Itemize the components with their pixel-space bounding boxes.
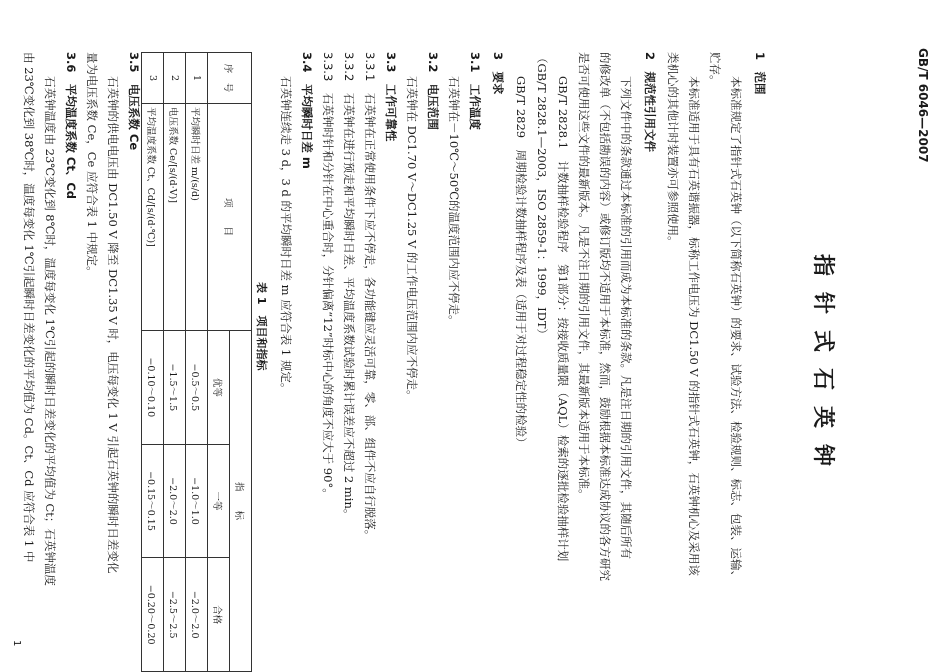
section-3-3-2-text: 石英钟在进行预走和平均瞬时日差、平均温度系数试验时累计误差应不超过 2 min。	[342, 92, 356, 521]
row-number: 3	[142, 53, 164, 104]
section-1-para-2b: 类机心的其他计时装置亦可参照使用。	[666, 52, 680, 248]
section-2-para-2: 的修改单（不包括勘误的内容）或修订版均不适用于本标准，然而，鼓励根据本标准达成协议的各方研究	[598, 52, 612, 581]
section-3-3-2	[339, 52, 359, 520]
section-3-1-heading	[467, 52, 483, 130]
section-3-3-number: 3.3	[384, 52, 398, 73]
section-1-para-2: 本标准适用于具有石英谐振器，标称工作电压为 DC1.50 V 的指针式石英钟，石英钟机心及采用该	[687, 76, 701, 576]
section-3-2-heading	[425, 52, 441, 130]
reference-gbt-2829: GB/T 2829 周期检验计数抽样程序及表（适用于对过程稳定性的检验）	[514, 76, 528, 449]
row-value-premium: −0.5～0.5	[186, 331, 208, 445]
row-value-qualified: −2.0～2.0	[186, 558, 208, 672]
section-2-para-3: 是否可使用这些文件的最新版本。凡是不注日期的引用文件，其最新版本适用于本标准。	[577, 52, 591, 501]
section-3-title: 要求	[491, 71, 505, 95]
section-3-6-heading	[63, 52, 79, 199]
page-title: 指针式石英钟	[810, 254, 835, 483]
section-3-4-para: 石英钟连续走 3 d，3 d 的平均瞬时日差 m 应符合表 1 规定。	[279, 76, 293, 395]
section-3-2-title: 电压范围	[426, 83, 440, 130]
section-3-heading	[490, 52, 506, 95]
section-3-1-number: 3.1	[468, 52, 482, 73]
header-seq: 序 号	[208, 53, 252, 104]
section-3-3-1	[360, 52, 380, 541]
row-item: 平均瞬时日差 m/(s/d)	[186, 104, 208, 331]
section-3-2-number: 3.2	[426, 52, 440, 73]
section-2-title: 规范性引用文件	[643, 71, 657, 153]
table-caption: 表 1 项目和指标	[255, 282, 268, 371]
section-3-5-number: 3.5	[127, 52, 141, 73]
table-row	[142, 53, 164, 672]
reference-gbt-2828-1: GB/T 2828.1 计数抽样检验程序 第1部分：按接收质量限（AQL）检索的逐批检验抽样计划	[556, 76, 570, 562]
section-2-heading	[642, 52, 658, 152]
section-3-6-para-2: 由 23℃变化到 38℃时，温度每变化 1℃引起瞬时日差变化的平均值为 Cd。Ct、Cd 应符合表 1 中	[22, 52, 36, 563]
section-3-3-3-number: 3.3.3	[321, 52, 335, 82]
spec-table	[141, 52, 252, 672]
section-3-6-title: 平均温度系数 Ct、Cd	[64, 83, 78, 199]
section-3-3-3-text: 石英钟时针和分针在中心重合时，分针偏离“12”时标中心的角度不应大于 90°。	[321, 92, 335, 500]
row-value-premium: −0.10～0.10	[142, 331, 164, 445]
section-2-para-1: 下列文件中的条款通过本标准的引用而成为本标准的条款。凡是注日期的引用文件，其随后所有	[619, 76, 633, 559]
section-3-3-1-text: 石英钟在正常使用条件下应不停走，各功能键应灵活可靠，零、部、组件不应自行脱落。	[363, 92, 377, 542]
table-row	[186, 53, 208, 672]
table-row	[164, 53, 186, 672]
row-value-first: −1.0～1.0	[186, 444, 208, 558]
row-item: 平均温度系数 Ct、Cd/[s/(d·℃)]	[142, 104, 164, 331]
section-3-3-3	[318, 52, 338, 500]
row-value-qualified: −0.20～0.20	[142, 558, 164, 672]
section-3-4-number: 3.4	[300, 52, 314, 73]
section-3-1-para: 石英钟在－10℃～50℃的温度范围内应不停走。	[447, 76, 461, 327]
section-1-para-1b: 贮存。	[708, 52, 722, 87]
standard-number: GB/T 6046—2007	[916, 48, 930, 163]
section-3-6-number: 3.6	[64, 52, 78, 73]
row-number: 1	[186, 53, 208, 104]
header-grade-premium: 优等	[208, 331, 230, 445]
page-number: 1	[11, 640, 22, 647]
row-value-qualified: −2.5～2.5	[164, 558, 186, 672]
section-1-heading	[752, 52, 768, 95]
section-3-5-heading	[126, 52, 142, 150]
header-grade-qualified: 合格	[208, 558, 230, 672]
row-item: 电压系数 Ce/[s/(d·V)]	[164, 104, 186, 331]
row-number: 2	[164, 53, 186, 104]
section-1-number: 1	[753, 52, 767, 61]
header-grade-first: 一等	[208, 444, 230, 558]
section-3-1-title: 工作温度	[468, 83, 482, 130]
header-item: 项 目	[208, 104, 252, 331]
reference-gbt-2828-1-note: （GB/T 2828.1—2003，ISO 2859-1：1999，IDT）	[535, 52, 549, 341]
section-1-title: 范围	[753, 71, 767, 95]
row-value-first: −2.0～2.0	[164, 444, 186, 558]
section-3-5-para-1: 石英钟的供电电压由 DC1.50 V 降至 DC1.35 V 时，电压每变化 1 V 引起石英钟的瞬时日差变化	[106, 76, 120, 574]
section-3-3-title: 工作可靠性	[384, 83, 398, 142]
section-3-6-para-1: 石英钟温度由 23℃变化到 8℃时，温度每变化 1℃引起的瞬时日差变化的平均值为 Ct；石英钟温度	[43, 76, 57, 586]
section-2-number: 2	[643, 52, 657, 61]
table-header-row-1	[230, 53, 252, 672]
section-3-5-title: 电压系数 Ce	[127, 83, 141, 151]
section-3-3-2-number: 3.3.2	[342, 52, 356, 82]
section-3-3-1-number: 3.3.1	[363, 52, 377, 82]
section-3-2-para: 石英钟在 DC1.70 V～DC1.25 V 的工作电压范围内应不停走。	[405, 76, 419, 402]
section-3-4-heading	[299, 52, 315, 169]
section-3-5-para-2: 量为电压系数 Ce，Ce 应符合表 1 中规定。	[85, 52, 99, 278]
section-3-4-title: 平均瞬时日差 m	[300, 83, 314, 169]
header-index: 指 标	[230, 331, 252, 672]
row-value-first: −0.15～0.15	[142, 444, 164, 558]
section-1-para-1: 本标准规定了指针式石英钟（以下简称石英钟）的要求、试验方法、检验规则、标志、包装、运输、	[729, 76, 743, 582]
section-3-number: 3	[491, 52, 505, 61]
row-value-premium: −1.5～1.5	[164, 331, 186, 445]
section-3-3-heading	[383, 52, 399, 141]
